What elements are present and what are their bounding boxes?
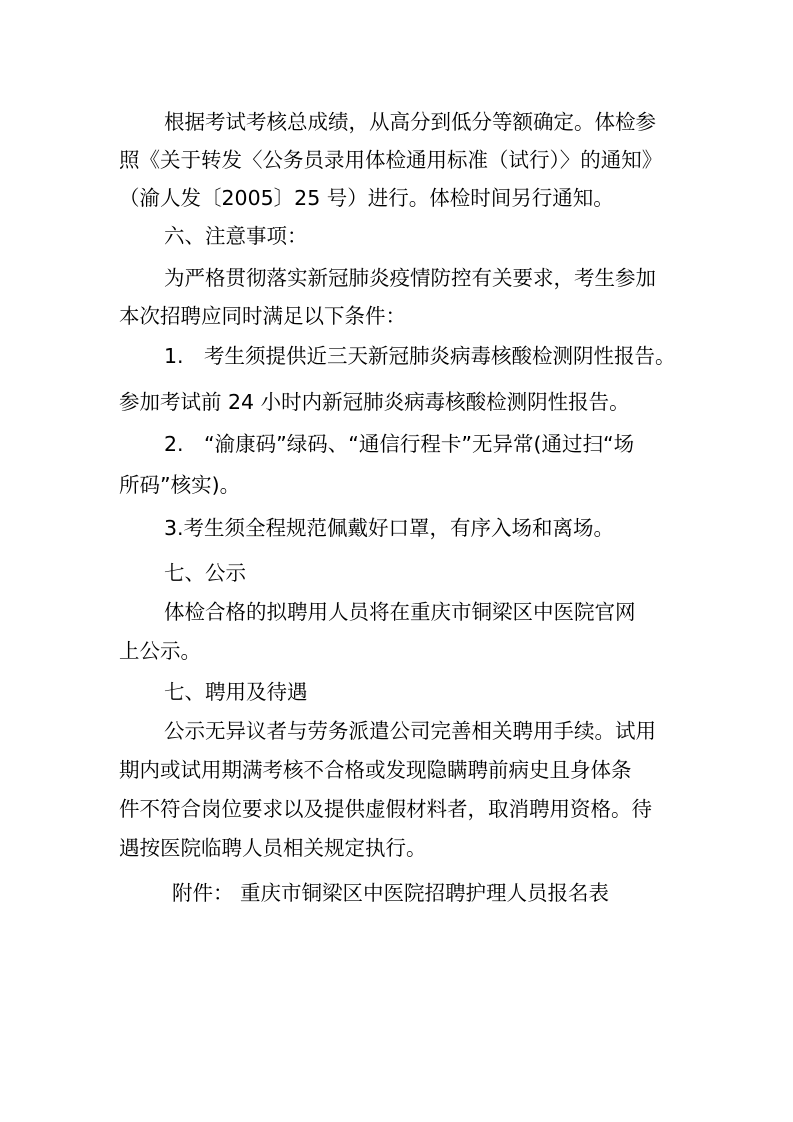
list-item-2: 2. “渝康码”绿码、“通信行程卡”无异常(通过扫“场: [164, 432, 635, 456]
body-text-line: 根据考试考核总成绩，从高分到低分等额确定。体检参: [164, 110, 656, 134]
body-text-line: 参加考试前 24 小时内新冠肺炎病毒核酸检测阴性报告。: [119, 390, 630, 414]
body-text-line: （渝人发〔2005〕25 号）进行。体检时间另行通知。: [119, 186, 614, 210]
list-item-1: 1. 考生须提供近三天新冠肺炎病毒核酸检测阴性报告。: [164, 344, 676, 368]
body-text-line: 上公示。: [119, 639, 201, 663]
section-heading-publicity: 七、公示: [164, 561, 246, 585]
body-text-line: 本次招聘应同时满足以下条件：: [119, 304, 406, 328]
body-text-line: 为严格贯彻落实新冠肺炎疫情防控有关要求，考生参加: [164, 266, 656, 290]
body-text-line: 件不符合岗位要求以及提供虚假材料者，取消聘用资格。待: [119, 797, 652, 821]
body-text-line: 体检合格的拟聘用人员将在重庆市铜梁区中医院官网: [164, 600, 636, 624]
list-item-3: 3.考生须全程规范佩戴好口罩，有序入场和离场。: [164, 516, 615, 540]
attachment-line: 附件： 重庆市铜梁区中医院招聘护理人员报名表: [172, 881, 610, 905]
body-text-line: 期内或试用期满考核不合格或发现隐瞒聘前病史且身体条: [119, 758, 632, 782]
section-heading-notes: 六、注意事项：: [164, 224, 308, 248]
body-text-line: 遇按医院临聘人员相关规定执行。: [119, 836, 427, 860]
body-text-line: 所码”核实)。: [119, 473, 241, 497]
section-heading-employment: 七、聘用及待遇: [164, 680, 308, 704]
body-text-line: 公示无异议者与劳务派遣公司完善相关聘用手续。试用: [164, 719, 656, 743]
body-text-line: 照《关于转发〈公务员录用体检通用标准（试行）〉的通知》: [119, 148, 663, 172]
